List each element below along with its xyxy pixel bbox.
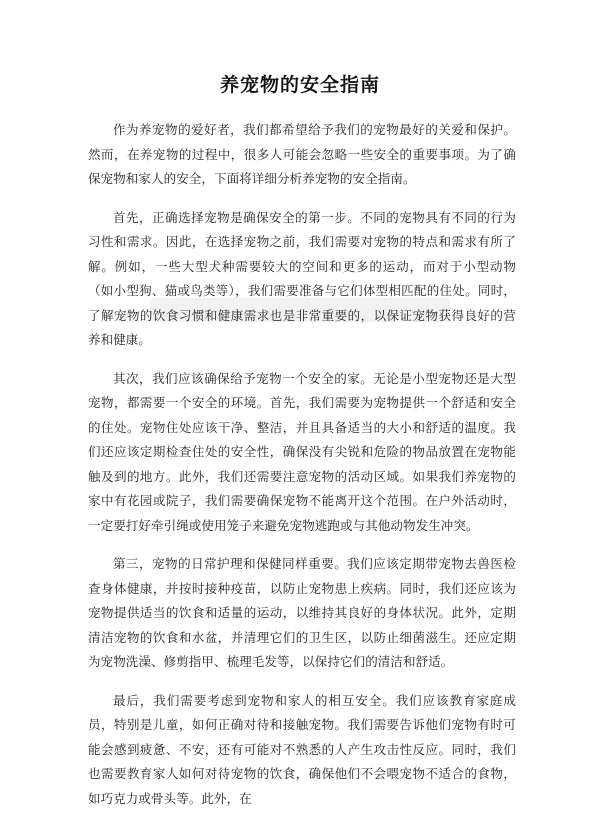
paragraph-family-safety: 最后，我们需要考虑到宠物和家人的相互安全。我们应该教育家庭成员，特别是儿童，如何正确对待和接触宠物。我们需要告诉他们宠物有时可能会感到疲惫、不安，还有可能对不熟悉的人产生攻击性反应。同时，我们也需要教育家人如何对待宠物的饮食，确保他们不会喂宠物不适合的食物，如巧克力或骨头等。此外，在	[88, 692, 516, 806]
document-title: 养宠物的安全指南	[219, 74, 380, 96]
paragraph-intro: 作为养宠物的爱好者，我们都希望给予我们的宠物最好的关爱和保护。然而，在养宠物的过程中，很多人可能会忽略一些安全的重要事项。为了确保宠物和家人的安全，下面将详细分析养宠物的安全指南。	[88, 122, 516, 186]
paragraph-daily-care: 第三，宠物的日常护理和保健同样重要。我们应该定期带宠物去兽医检查身体健康，并按时接种疫苗，以防止宠物患上疾病。同时，我们还应该为宠物提供适当的饮食和适量的运动，以维持其良好的身体状况。此外，定期清洁宠物的饮食和水盆，并清理它们的卫生区，以防止细菌滋生。还应定期为宠物洗澡、修剪指甲、梳理毛发等，以保持它们的清洁和舒适。	[88, 556, 516, 669]
paragraph-choose-pet: 首先，正确选择宠物是确保安全的第一步。不同的宠物具有不同的行为习性和需求。因此，在选择宠物之前，我们需要对宠物的特点和需求有所了解。例如，一些大型犬种需要较大的空间和更多的运动，而对于小型动物（如小型狗、猫或鸟类等），我们需要准备与它们体型相匹配的住处。同时，了解宠物的饮食习惯和健康需求也是非常重要的，以保证宠物获得良好的营养和健康。	[88, 209, 516, 347]
paragraph-safe-home: 其次，我们应该确保给予宠物一个安全的家。无论是小型宠物还是大型宠物，都需要一个安全的环境。首先，我们需要为宠物提供一个舒适和安全的住处。宠物住处应该干净、整洁，并且具备适当的大小和舒适的温度。我们还应该定期检查住处的安全性，确保没有尖锐和危险的物品放置在宠物能触及到的地方。此外，我们还需要注意宠物的活动区域。如果我们养宠物的家中有花园或院子，我们需要确保宠物不能离开这个范围。在户外活动时，一定要打好牵引绳或使用笼子来避免宠物逃跑或与其他动物发生冲突。	[88, 370, 516, 533]
document-body	[88, 118, 516, 825]
